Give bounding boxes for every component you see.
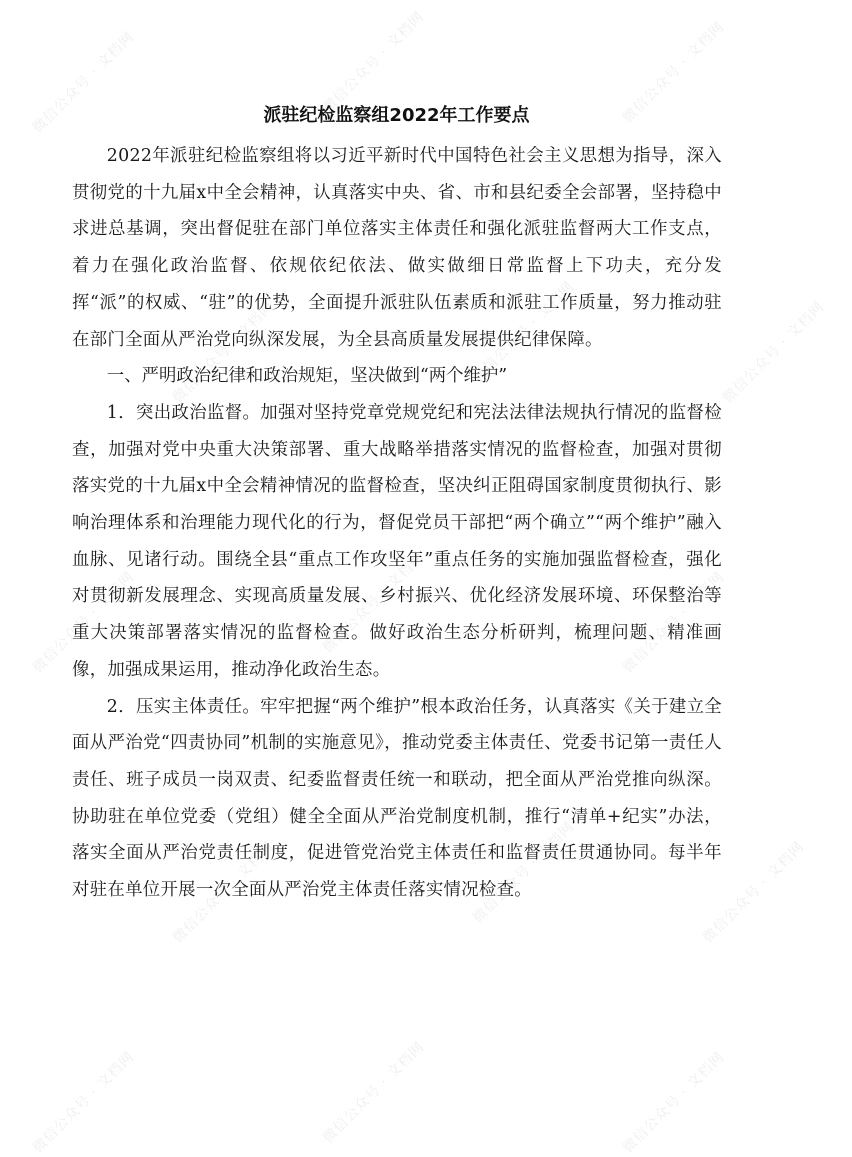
watermark-text: 微信公众号 · 文档网: [719, 298, 828, 407]
document-body: [72, 138, 722, 909]
watermark-text: 微信公众号 · 文档网: [29, 1048, 138, 1157]
item-1-paragraph: 1．突出政治监督。加强对坚持党章党规党纪和宪法法律法规执行情况的监督检查，加强对党中央重大决策部署、重大战略举措落实情况的监督检查，加强对贯彻落实党的十九届x中全会精神情况的监督检查，坚决纠正阻碍国家制度贯彻执行、影响治理体系和治理能力现代化的行为，督促党员干部把“两个确立”“两个维护”融入血脉、见诸行动。围绕全县“重点工作攻坚年”重点任务的实施加强监督检查，强化对贯彻新发展理念、实现高质量发展、乡村振兴、优化经济发展环境、环保整治等重大决策部署落实情况的监督检查。做好政治生态分析研判，梳理问题、精准画像，加强成果运用，推动净化政治生态。: [72, 402, 722, 680]
watermark-text: 微信公众号 · 文档网: [319, 8, 428, 117]
watermark-text: 微信公众号 · 文档网: [619, 568, 728, 677]
watermark-text: 微信公众号 · 文档网: [319, 1038, 428, 1147]
watermark-text: 微信公众号 · 文档网: [699, 838, 808, 947]
document-title: 派驻纪检监察组2022年工作要点: [263, 105, 530, 126]
watermark-text: 微信公众号 · 文档网: [319, 548, 428, 657]
item-2-paragraph: 2．压实主体责任。牢牢把握“两个维护”根本政治任务，认真落实《关于建立全面从严治党“四责协同”机制的实施意见》，推动党委主体责任、党委书记第一责任人责任、班子成员一岗双责、纪委监督责任统一和联动，把全面从严治党推向纵深。协助驻在单位党委（党组）健全全面从严治党制度机制，推行“清单+纪实”办法，落实全面从严治党责任制度，促进管党治党主体责任和监督责任贯通协同。每半年对驻在单位开展一次全面从严治党主体责任落实情况检查。: [72, 696, 722, 901]
watermark-text: 微信公众号 · 文档网: [169, 838, 278, 947]
watermark-text: 微信公众号 · 文档网: [619, 1048, 728, 1157]
intro-paragraph: 2022年派驻纪检监察组将以习近平新时代中国特色社会主义思想为指导，深入贯彻党的十九届x中全会精神，认真落实中央、省、市和县纪委全会部署，坚持稳中求进总基调，突出督促驻在部门单位落实主体责任和强化派驻监督两大工作支点，着力在强化政治监督、依规依纪依法、做实做细日常监督上下功夫，充分发挥“派”的权威、“驻”的优势，全面提升派驻队伍素质和派驻工作质量，努力推动驻在部门全面从严治党向纵深发展，为全县高质量发展提供纪律保障。: [72, 146, 722, 350]
watermark-text: 微信公众号 · 文档网: [29, 568, 138, 677]
watermark-text: 微信公众号 · 文档网: [469, 818, 578, 927]
watermark-text: 微信公众号 · 文档网: [619, 18, 728, 127]
watermark-text: 微信公众号 · 文档网: [469, 278, 578, 387]
section-1-heading: 一、严明政治纪律和政治规矩，坚决做到“两个维护”: [106, 366, 508, 387]
watermark-text: 微信公众号 · 文档网: [29, 28, 138, 137]
watermark-text: 微信公众号 · 文档网: [169, 298, 278, 407]
